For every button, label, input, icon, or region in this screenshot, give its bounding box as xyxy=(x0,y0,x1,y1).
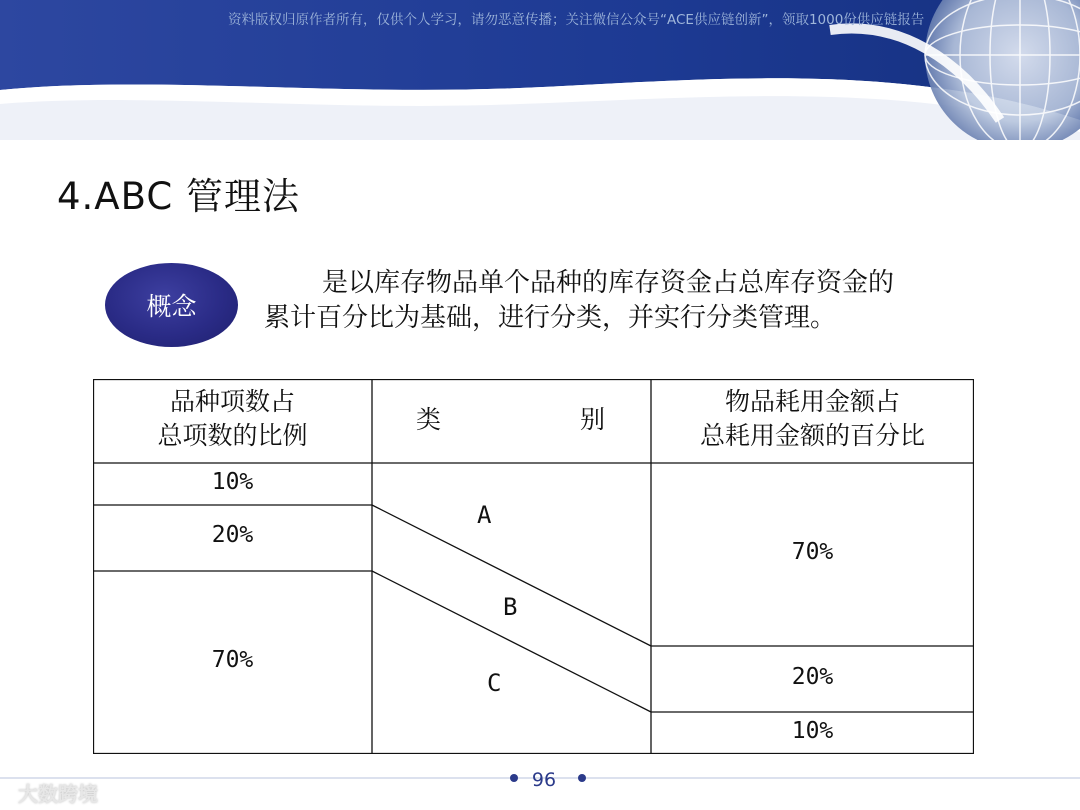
header-item-ratio-line1: 品种项数占 xyxy=(169,387,295,416)
item-ratio-b: 20% xyxy=(211,522,254,548)
class-divider-ab xyxy=(372,505,651,646)
value-ratio-b: 20% xyxy=(791,664,834,690)
slide-title: 4.ABC 管理法 xyxy=(57,175,300,218)
header-item-ratio-line2: 总项数的比例 xyxy=(157,421,308,450)
value-ratio-a: 70% xyxy=(791,539,834,565)
abc-table xyxy=(93,379,974,754)
value-ratio-c: 10% xyxy=(791,718,834,744)
class-c: C xyxy=(487,669,502,697)
header-class-left: 类 xyxy=(416,405,442,434)
header-class-right: 别 xyxy=(580,405,606,434)
header-item-ratio xyxy=(93,385,372,453)
brand-watermark: 大数跨境 xyxy=(18,782,98,806)
watermark-text: 资料版权归原作者所有，仅供个人学习，请勿恶意传播；关注微信公众号“ACE供应链创新”，领取1000份供应链报告 xyxy=(228,12,925,28)
class-a: A xyxy=(477,501,492,529)
page-number: 96 xyxy=(531,769,557,791)
definition-text: 是以库存物品单个品种的库存资金占总库存资金的累计百分比为基础，进行分类，并实行分类管理。 xyxy=(264,268,895,333)
header-value-ratio-line2: 总耗用金额的百分比 xyxy=(699,421,925,450)
header-value-ratio-line1: 物品耗用金额占 xyxy=(724,387,900,416)
item-ratio-c: 70% xyxy=(211,647,254,673)
item-ratio-a: 10% xyxy=(211,469,254,495)
footer-dot-left xyxy=(510,774,518,782)
footer-dot-right xyxy=(578,774,586,782)
concept-label: 概念 xyxy=(146,292,197,321)
header-value-ratio xyxy=(651,385,974,453)
class-b: B xyxy=(503,593,518,621)
concept-badge xyxy=(105,263,238,347)
